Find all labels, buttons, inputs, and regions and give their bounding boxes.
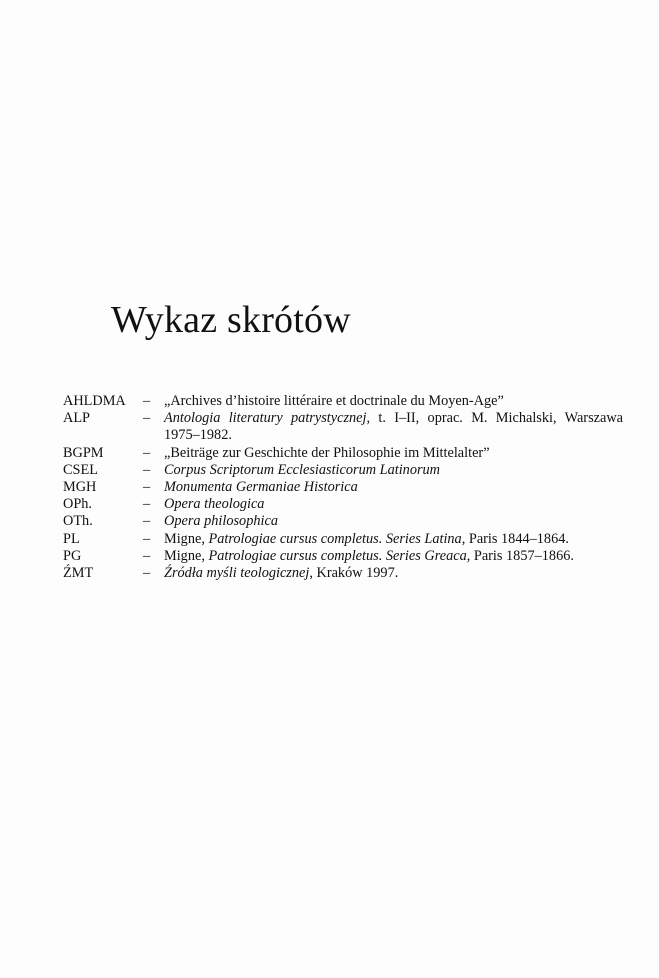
abbreviation-description xyxy=(164,462,623,479)
italic-title: Corpus Scriptorum Ecclesiasticorum Latinorum xyxy=(164,461,441,478)
abbreviation-entry xyxy=(63,565,623,582)
abbreviation-description xyxy=(164,479,623,496)
abbreviation-dash: – xyxy=(143,530,151,547)
abbreviation-term: AHLDMA xyxy=(63,393,126,409)
abbreviation-description xyxy=(164,531,623,548)
abbreviation-term: PG xyxy=(63,547,82,564)
description-text: Migne, xyxy=(164,530,209,547)
abbreviation-entry xyxy=(63,462,623,479)
abbreviation-description xyxy=(164,565,623,582)
abbreviation-entry xyxy=(63,410,623,444)
description-text: , Kraków 1997. xyxy=(309,565,399,582)
abbreviation-list xyxy=(63,393,623,582)
abbreviation-dash: – xyxy=(143,461,151,478)
abbreviation-description xyxy=(164,513,623,530)
abbreviation-dash: – xyxy=(143,565,151,582)
abbreviation-dash: – xyxy=(143,444,151,461)
abbreviation-term: PL xyxy=(63,530,80,547)
italic-title: Patrologiae cursus completus. Series Latina xyxy=(208,530,462,547)
italic-title: Opera theologica xyxy=(164,496,265,513)
description-text: „Beiträge zur Geschichte der Philosophie im Mittelalter” xyxy=(164,444,490,461)
page-title: Wykaz skrótów xyxy=(111,299,351,341)
abbreviation-entry xyxy=(63,393,623,410)
abbreviation-entry xyxy=(63,531,623,548)
abbreviation-entry xyxy=(63,513,623,530)
description-text: , Paris 1857–1866. xyxy=(466,547,574,564)
abbreviation-description xyxy=(164,410,623,444)
abbreviation-entry xyxy=(63,445,623,462)
abbreviation-entry xyxy=(63,479,623,496)
abbreviation-dash: – xyxy=(143,410,151,427)
abbreviation-term: CSEL xyxy=(63,461,98,478)
abbreviation-dash: – xyxy=(143,547,151,564)
italic-title: Źródła myśli teologicznej xyxy=(164,565,310,582)
abbreviation-dash: – xyxy=(143,513,151,530)
abbreviation-term: MGH xyxy=(63,479,97,496)
abbreviation-description xyxy=(164,445,623,462)
italic-title: Antologia literatury patrystycznej xyxy=(164,410,367,427)
description-text: Migne, xyxy=(164,547,209,564)
abbreviation-dash: – xyxy=(143,479,151,496)
abbreviation-term: BGPM xyxy=(63,444,104,461)
abbreviation-description xyxy=(164,548,623,565)
italic-title: Patrologiae cursus completus. Series Greaca xyxy=(208,547,467,564)
abbreviation-entry xyxy=(63,548,623,565)
description-text: , Paris 1844–1864. xyxy=(461,530,569,547)
abbreviation-description xyxy=(164,496,623,513)
italic-title: Monumenta Germaniae Historica xyxy=(164,479,358,496)
abbreviation-term: ALP xyxy=(63,410,91,427)
abbreviation-term: ŹMT xyxy=(63,565,94,582)
abbreviation-description xyxy=(164,393,623,410)
abbreviation-term: OPh. xyxy=(63,496,92,513)
description-text: „Archives d’histoire littéraire et doctrinale du Moyen-Age” xyxy=(164,393,504,409)
italic-title: Opera philosophica xyxy=(164,513,278,530)
abbreviation-dash: – xyxy=(143,393,151,409)
abbreviation-term: OTh. xyxy=(63,513,93,530)
abbreviation-dash: – xyxy=(143,496,151,513)
abbreviation-entry xyxy=(63,496,623,513)
description-text: , t. I–II, oprac. M. Michalski, Warszawa 1975–1982. xyxy=(164,410,623,444)
